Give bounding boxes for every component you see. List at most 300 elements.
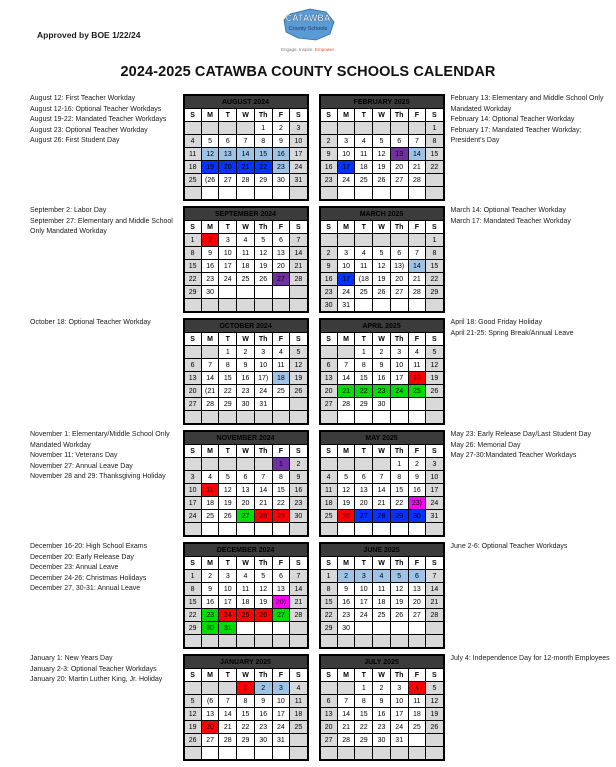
- month-table: [183, 430, 309, 537]
- day-header: W: [373, 445, 391, 458]
- note-event: July 4: Independence Day for 12-month Employees: [450, 655, 610, 662]
- day-cell: 10: [184, 484, 202, 497]
- day-cell: 7: [237, 135, 255, 148]
- day-header: W: [373, 109, 391, 122]
- day-cell: [320, 411, 338, 425]
- month-title: FEBRUARY 2025: [320, 95, 444, 109]
- day-cell: [426, 523, 444, 537]
- day-cell: 21: [290, 260, 308, 273]
- day-cell: [390, 398, 408, 411]
- day-cell: [201, 523, 219, 537]
- day-cell: 12: [373, 260, 391, 273]
- note-march: [451, 206, 616, 227]
- calendar-grid: [30, 94, 616, 766]
- day-cell: [237, 523, 255, 537]
- day-cell: 9: [373, 359, 391, 372]
- day-cell: [426, 299, 444, 313]
- day-header: T: [355, 221, 373, 234]
- day-cell: 15: [184, 260, 202, 273]
- day-header: S: [426, 333, 444, 346]
- day-cell: 30: [254, 734, 272, 747]
- day-cell: 27: [320, 398, 338, 411]
- day-cell: [355, 523, 373, 537]
- day-cell: 19: [426, 708, 444, 721]
- day-header: F: [272, 333, 290, 346]
- day-header: S: [290, 109, 308, 122]
- day-cell: [320, 523, 338, 537]
- month-title: MARCH 2025: [320, 207, 444, 221]
- day-cell: 11: [290, 695, 308, 708]
- day-cell: 27: [408, 609, 426, 622]
- day-cell: 30: [272, 174, 290, 187]
- day-cell: [219, 411, 237, 425]
- day-cell: 14: [337, 708, 355, 721]
- note-august: [30, 94, 178, 147]
- note-event: August 12: First Teacher Workday: [30, 95, 136, 102]
- day-cell: 25: [201, 510, 219, 523]
- day-cell: 15: [254, 148, 272, 161]
- day-header: M: [337, 333, 355, 346]
- day-cell: [272, 411, 290, 425]
- day-cell: 27: [201, 734, 219, 747]
- day-cell: [219, 187, 237, 201]
- day-cell: 13: [320, 708, 338, 721]
- day-header: S: [184, 221, 202, 234]
- day-cell: 3: [219, 234, 237, 247]
- day-cell: 22: [355, 385, 373, 398]
- calendar-row: [30, 654, 616, 766]
- day-cell: 21: [290, 596, 308, 609]
- day-cell: 2: [337, 570, 355, 583]
- day-cell: 13: [320, 372, 338, 385]
- day-cell: 2: [272, 122, 290, 135]
- day-cell: (26: [201, 174, 219, 187]
- day-cell: 18: [373, 596, 391, 609]
- day-cell: [408, 299, 426, 313]
- day-cell: 23: [320, 174, 338, 187]
- day-cell: [408, 234, 426, 247]
- day-cell: 30: [373, 734, 391, 747]
- day-cell: [355, 187, 373, 201]
- day-cell: 17: [184, 497, 202, 510]
- month-calendar-january: [183, 654, 309, 761]
- note-event: April 21-25: Spring Break/Annual Leave: [450, 329, 574, 337]
- day-cell: [390, 411, 408, 425]
- day-cell: 16: [290, 484, 308, 497]
- district-logo: [273, 8, 343, 52]
- day-cell: 14: [373, 484, 391, 497]
- day-cell: 14: [254, 484, 272, 497]
- day-cell: 16: [254, 708, 272, 721]
- day-header: S: [290, 669, 308, 682]
- day-cell: 11: [355, 260, 373, 273]
- note-september: [30, 206, 178, 238]
- day-cell: 13: [272, 247, 290, 260]
- day-cell: [355, 635, 373, 649]
- day-cell: 18: [408, 372, 426, 385]
- day-cell: [337, 635, 355, 649]
- day-cell: 2: [254, 682, 272, 695]
- day-cell: 5: [373, 135, 391, 148]
- day-header: S: [320, 557, 338, 570]
- day-cell: 20: [237, 497, 255, 510]
- day-cell: 16: [373, 708, 391, 721]
- day-cell: 23: [201, 609, 219, 622]
- day-cell: 4: [373, 570, 391, 583]
- day-cell: 14: [219, 708, 237, 721]
- day-cell: [184, 346, 202, 359]
- day-header: W: [237, 445, 255, 458]
- day-header: Th: [390, 333, 408, 346]
- day-cell: 3: [272, 682, 290, 695]
- day-cell: 25: [290, 721, 308, 734]
- day-cell: 14: [290, 583, 308, 596]
- day-cell: [355, 299, 373, 313]
- month-table: [319, 542, 445, 649]
- day-cell: [201, 411, 219, 425]
- day-cell: 26: [219, 510, 237, 523]
- day-header: T: [219, 669, 237, 682]
- day-header: S: [290, 445, 308, 458]
- day-header: Th: [254, 109, 272, 122]
- day-cell: 28: [426, 609, 444, 622]
- day-cell: 16: [373, 372, 391, 385]
- day-cell: 4: [237, 570, 255, 583]
- day-cell: 27: [390, 174, 408, 187]
- day-cell: [355, 622, 373, 635]
- month-table: [183, 654, 309, 761]
- day-cell: [426, 411, 444, 425]
- day-cell: 6: [237, 471, 255, 484]
- day-header: W: [237, 669, 255, 682]
- day-cell: [426, 635, 444, 649]
- month-table: [319, 94, 445, 201]
- day-cell: [201, 299, 219, 313]
- day-cell: 19: [201, 161, 219, 174]
- day-cell: 29: [355, 398, 373, 411]
- day-cell: 30: [320, 299, 338, 313]
- day-cell: [237, 286, 255, 299]
- day-header: F: [272, 221, 290, 234]
- day-cell: [337, 411, 355, 425]
- day-cell: [184, 682, 202, 695]
- day-cell: [290, 187, 308, 201]
- day-cell: 31: [219, 622, 237, 635]
- month-title: JUNE 2025: [320, 543, 444, 557]
- day-cell: 23: [237, 385, 255, 398]
- month-title: AUGUST 2024: [184, 95, 308, 109]
- day-cell: 10: [337, 148, 355, 161]
- day-cell: [320, 187, 338, 201]
- day-cell: 10: [426, 471, 444, 484]
- day-cell: 14: [408, 148, 426, 161]
- day-cell: [184, 458, 202, 471]
- day-cell: 19: [373, 273, 391, 286]
- month-title: JULY 2025: [320, 655, 444, 669]
- day-cell: 11: [373, 583, 391, 596]
- day-cell: 13): [390, 260, 408, 273]
- day-cell: 30: [201, 622, 219, 635]
- day-cell: 1: [219, 346, 237, 359]
- month-title: JANUARY 2025: [184, 655, 308, 669]
- month-title: SEPTEMBER 2024: [184, 207, 308, 221]
- day-header: M: [337, 221, 355, 234]
- calendar-row: [30, 542, 616, 654]
- month-calendar-may: [319, 430, 445, 537]
- day-cell: 6: [355, 471, 373, 484]
- month-title: DECEMBER 2024: [184, 543, 308, 557]
- day-cell: [272, 286, 290, 299]
- day-header: S: [290, 333, 308, 346]
- day-cell: 15: [355, 708, 373, 721]
- day-cell: 3: [184, 471, 202, 484]
- day-cell: 24: [219, 273, 237, 286]
- day-cell: [201, 458, 219, 471]
- day-header: T: [219, 333, 237, 346]
- day-cell: 27: [320, 734, 338, 747]
- note-event: August 19-22: Mandated Teacher Workdays: [30, 116, 167, 123]
- day-cell: 18: [272, 372, 290, 385]
- day-cell: 29: [254, 174, 272, 187]
- day-cell: 19: [254, 260, 272, 273]
- day-cell: 23: [201, 273, 219, 286]
- day-cell: 8: [254, 135, 272, 148]
- day-header: M: [201, 221, 219, 234]
- day-cell: [237, 411, 255, 425]
- day-cell: 25: [408, 385, 426, 398]
- month-calendar-march: [319, 206, 445, 313]
- day-cell: 10: [337, 260, 355, 273]
- day-cell: 17: [390, 372, 408, 385]
- day-cell: [237, 622, 255, 635]
- day-header: T: [355, 333, 373, 346]
- day-cell: 22: [390, 497, 408, 510]
- day-cell: 25: [237, 609, 255, 622]
- note-event: November 27: Annual Leave Day: [30, 462, 133, 470]
- month-table: [319, 430, 445, 537]
- day-cell: 29: [355, 734, 373, 747]
- day-header: F: [408, 333, 426, 346]
- day-cell: 27: [219, 174, 237, 187]
- calendar-row: [30, 94, 616, 206]
- day-cell: 3: [254, 346, 272, 359]
- day-cell: 29: [390, 510, 408, 523]
- tagline-red: Empower.: [315, 47, 336, 52]
- logo-wordmark: CATAWBA: [285, 13, 331, 23]
- day-cell: [290, 398, 308, 411]
- day-cell: 6: [184, 359, 202, 372]
- day-cell: 13: [355, 484, 373, 497]
- day-cell: 16: [237, 372, 255, 385]
- day-header: Th: [254, 445, 272, 458]
- note-event: June 2-6: Optional Teacher Workdays: [450, 543, 568, 550]
- day-cell: [201, 682, 219, 695]
- day-cell: 26: [390, 609, 408, 622]
- day-header: T: [355, 669, 373, 682]
- day-cell: 12: [290, 359, 308, 372]
- day-cell: [373, 523, 391, 537]
- calendar-row: [30, 206, 616, 318]
- day-cell: 9: [201, 583, 219, 596]
- day-cell: [184, 635, 202, 649]
- day-cell: 13: [272, 583, 290, 596]
- day-cell: 26: [337, 510, 355, 523]
- approved-note: Approved by BOE 1/22/24: [37, 30, 141, 40]
- day-cell: 4: [184, 135, 202, 148]
- month-table: [319, 318, 445, 425]
- day-cell: 5: [254, 234, 272, 247]
- day-header: S: [320, 445, 338, 458]
- day-cell: 26: [373, 286, 391, 299]
- day-cell: [219, 458, 237, 471]
- note-event: January 1: New Years Day: [30, 655, 113, 662]
- day-cell: 20: [408, 596, 426, 609]
- day-cell: [337, 346, 355, 359]
- day-cell: [184, 411, 202, 425]
- day-cell: 23: [337, 609, 355, 622]
- day-cell: 4: [320, 471, 338, 484]
- day-cell: 2: [373, 346, 391, 359]
- day-cell: (18: [355, 273, 373, 286]
- note-event: November 11: Veterans Day: [30, 452, 118, 459]
- day-cell: 8: [355, 695, 373, 708]
- day-cell: [272, 622, 290, 635]
- day-header: Th: [390, 557, 408, 570]
- day-cell: 22: [237, 721, 255, 734]
- day-cell: 11: [201, 484, 219, 497]
- day-header: Th: [390, 445, 408, 458]
- day-cell: 21: [254, 497, 272, 510]
- day-cell: 22: [272, 497, 290, 510]
- day-cell: 31: [337, 299, 355, 313]
- day-cell: 12: [201, 148, 219, 161]
- day-cell: 26: [254, 273, 272, 286]
- day-cell: 25: [355, 174, 373, 187]
- day-cell: 5: [290, 346, 308, 359]
- day-cell: 27: [390, 286, 408, 299]
- note-event: January 2-3: Optional Teacher Workdays: [30, 665, 157, 673]
- day-cell: [184, 122, 202, 135]
- day-cell: 5: [337, 471, 355, 484]
- day-cell: 15: [272, 484, 290, 497]
- day-header: W: [373, 557, 391, 570]
- day-cell: 6: [272, 570, 290, 583]
- month-calendar-april: [319, 318, 445, 425]
- day-cell: 28: [254, 510, 272, 523]
- day-header: F: [408, 557, 426, 570]
- day-cell: 31: [426, 510, 444, 523]
- day-cell: 29: [426, 286, 444, 299]
- note-event: February 14: Optional Teacher Workday: [450, 116, 575, 123]
- day-cell: 11: [408, 359, 426, 372]
- day-header: S: [426, 557, 444, 570]
- day-cell: [201, 122, 219, 135]
- note-may: [451, 430, 616, 462]
- day-cell: 23: [254, 721, 272, 734]
- note-july: [451, 654, 616, 665]
- day-cell: 6: [320, 695, 338, 708]
- day-header: S: [320, 109, 338, 122]
- day-cell: [254, 635, 272, 649]
- day-header: M: [201, 557, 219, 570]
- day-header: S: [426, 109, 444, 122]
- month-calendar-november: [183, 430, 309, 537]
- day-cell: [201, 187, 219, 201]
- day-header: T: [355, 557, 373, 570]
- day-cell: [373, 635, 391, 649]
- day-cell: [219, 299, 237, 313]
- day-header: S: [320, 669, 338, 682]
- day-cell: 9: [237, 359, 255, 372]
- day-cell: 25: [237, 273, 255, 286]
- day-cell: [373, 234, 391, 247]
- day-cell: 12: [426, 695, 444, 708]
- day-cell: 10: [390, 359, 408, 372]
- day-cell: 8: [426, 247, 444, 260]
- day-cell: 12: [373, 148, 391, 161]
- day-cell: 6: [320, 359, 338, 372]
- day-cell: 24: [254, 385, 272, 398]
- day-cell: 17: [272, 708, 290, 721]
- day-header: F: [408, 445, 426, 458]
- day-cell: 14: [408, 260, 426, 273]
- day-cell: 10: [219, 247, 237, 260]
- day-cell: 4: [408, 346, 426, 359]
- day-cell: [426, 734, 444, 747]
- day-cell: [290, 734, 308, 747]
- day-cell: 7: [219, 695, 237, 708]
- day-cell: 9: [201, 247, 219, 260]
- day-cell: 8: [184, 583, 202, 596]
- day-cell: 6: [272, 234, 290, 247]
- day-cell: 25: [272, 385, 290, 398]
- day-cell: 16: [201, 260, 219, 273]
- day-header: F: [408, 221, 426, 234]
- day-cell: 7: [290, 234, 308, 247]
- day-cell: 21: [337, 385, 355, 398]
- day-cell: [272, 398, 290, 411]
- day-cell: 22: [426, 273, 444, 286]
- day-cell: 5: [219, 471, 237, 484]
- day-cell: 10: [219, 583, 237, 596]
- day-header: Th: [254, 333, 272, 346]
- day-cell: 7: [408, 135, 426, 148]
- note-event: March 14: Optional Teacher Workday: [450, 207, 566, 214]
- day-cell: 15: [390, 484, 408, 497]
- day-cell: 1: [390, 458, 408, 471]
- day-cell: [373, 622, 391, 635]
- day-cell: 17: [290, 148, 308, 161]
- day-cell: [237, 122, 255, 135]
- day-cell: 28: [201, 398, 219, 411]
- day-cell: 18: [408, 708, 426, 721]
- day-cell: [373, 747, 391, 761]
- day-cell: 28: [408, 286, 426, 299]
- day-cell: 6: [408, 570, 426, 583]
- day-cell: [390, 635, 408, 649]
- day-cell: 25: [373, 609, 391, 622]
- day-cell: [219, 122, 237, 135]
- month-table: [319, 654, 445, 761]
- day-cell: 24: [355, 609, 373, 622]
- day-cell: 10: [355, 583, 373, 596]
- note-event: August 23: Optional Teacher Workday: [30, 126, 148, 134]
- day-header: S: [320, 221, 338, 234]
- day-cell: 19: [290, 372, 308, 385]
- day-cell: [408, 187, 426, 201]
- day-cell: 19: [390, 596, 408, 609]
- month-calendar-august: [183, 94, 309, 201]
